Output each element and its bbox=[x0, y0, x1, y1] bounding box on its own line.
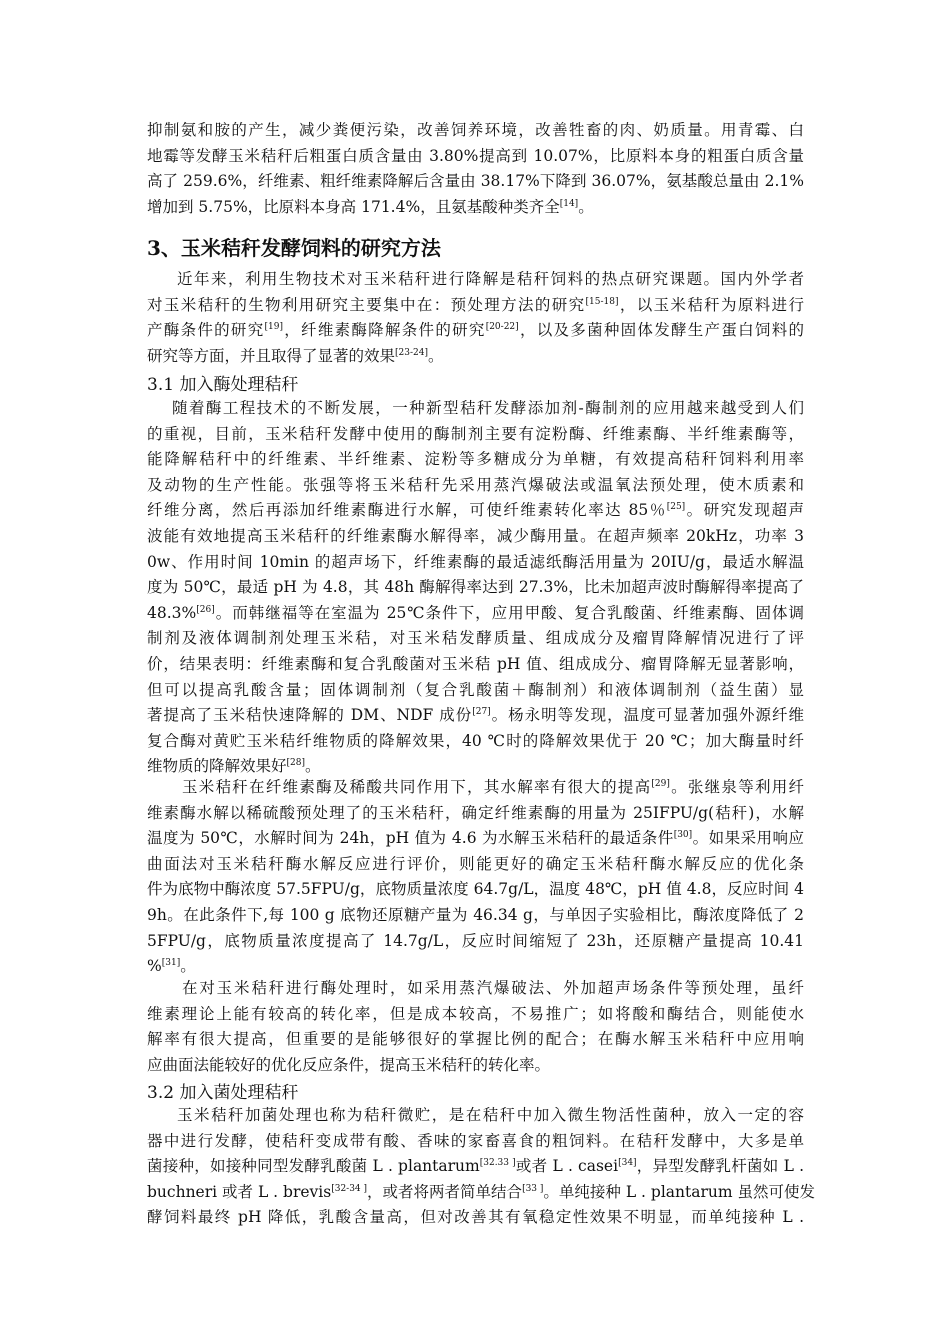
text-line: 高了 259.6%，纤维素、粗纤维素降解后含量由 38.17%下降到 36.07%，氨基酸总量由 2.1% bbox=[147, 172, 804, 191]
text-line: 维素理论上能有较高的转化率，但是成本较高，不易推广；如将酸和酶结合，则能使水 bbox=[147, 1004, 804, 1023]
text-line: 及动物的生产性能。张强等将玉米秸秆先采用蒸汽爆破法或温氧法预处理，使木质素和 bbox=[147, 475, 804, 494]
citation: [14] bbox=[559, 198, 579, 209]
text-line: 玉米秸秆加菌处理也称为秸秆微贮，是在秸秆中加入微生物活性菌种，放入一定的容 bbox=[177, 1106, 804, 1124]
text-line: 曲面法对玉米秸秆酶水解反应进行评价，则能更好的确定玉米秸秆酶水解反应的优化条 bbox=[147, 854, 804, 873]
text-line: 近年来，利用生物技术对玉米秸秆进行降解是秸秆饲料的热点研究课题。国内外学者 bbox=[177, 270, 804, 288]
text-line: 制剂及液体调制剂处理玉米秸，对玉米秸发酵质量、组成成分及瘤胃降解情况进行了评 bbox=[147, 629, 804, 648]
text-line: 研究等方面，并且取得了显著的效果[23-24]。 bbox=[147, 346, 444, 365]
section3-paragraph bbox=[147, 267, 804, 369]
subsection-heading: 3.2 加入菌处理秸秆 bbox=[147, 1083, 299, 1103]
text-line: 地霉等发酵玉米秸秆后粗蛋白质含量由 3.80%提高到 10.07%，比原料本身的粗蛋白质含量 bbox=[147, 146, 804, 165]
text-line: 波能有效地提高玉米秸秆的纤维素酶水解得率，减少酶用量。在超声频率 20kHz，功率 3 bbox=[147, 526, 804, 545]
subsection-heading: 3.1 加入酶处理秸秆 bbox=[147, 375, 299, 395]
citation: [30] bbox=[673, 830, 693, 841]
citation: [25] bbox=[666, 502, 686, 513]
text-line: 增加到 5.75%，比原料本身高 171.4%，且氨基酸种类齐全[14]。 bbox=[147, 197, 594, 216]
text-line: 维素酶水解以稀硫酸预处理了的玉米秸秆，确定纤维素酶的用量为 25IFPU/g(秸秆)，水解 bbox=[147, 803, 804, 822]
text-line: 维物质的降解效果好[28]。 bbox=[147, 757, 321, 776]
text-line: 价，结果表明：纤维素酶和复合乳酸菌对玉米秸 pH 值、组成成分、瘤胃降解无显著影响， bbox=[147, 654, 804, 673]
text-line: 件为底物中酶浓度 57.5FPU/g，底物质量浓度 64.7g/L，温度 48℃，pH 值 4.8，反应时间 4 bbox=[147, 880, 804, 899]
citation: [23-24] bbox=[395, 347, 428, 358]
text-line: 5FPU/g，底物质量浓度提高了 14.7g/L，反应时间缩短了 23h，还原糖产量提高 10.41 bbox=[147, 931, 804, 950]
citation: [31] bbox=[161, 958, 181, 969]
text-line: 器中进行发酵，使秸秆变成带有酸、香味的家畜喜食的粗饲料。在秸秆发酵中，大多是单 bbox=[147, 1131, 804, 1150]
text-line: 抑制氨和胺的产生，减少粪便污染，改善饲养环境，改善牲畜的肉、奶质量。用青霉、白 bbox=[147, 121, 804, 139]
text-line: 能降解秸秆中的纤维素、半纤维素、淀粉等多糖成分为单糖，有效提高秸秆饲料利用率 bbox=[147, 450, 804, 469]
text-line: 复合酶对黄贮玉米秸纤维物质的降解效果，40 ℃时的降解效果优于 20 ℃；加大酶量时纤 bbox=[147, 731, 804, 750]
section31-paragraph-3 bbox=[147, 976, 804, 1078]
text-line: 对玉米秸秆的生物利用研究主要集中在：预处理方法的研究[15-18]，以玉米秸秆为原料进行 bbox=[147, 295, 804, 314]
citation: [28] bbox=[286, 758, 305, 769]
text-line: 著提高了玉米秸快速降解的 DM、NDF 成份[27]。杨永明等发现，温度可显著加强外源纤维 bbox=[147, 706, 804, 725]
citation: [27] bbox=[472, 707, 491, 718]
text-line: 应曲面法能较好的优化反应条件，提高玉米秸秆的转化率。 bbox=[147, 1055, 551, 1074]
citation: [26] bbox=[196, 604, 215, 615]
text-line: 温度为 50℃，水解时间为 24h，pH 值为 4.6 为水解玉米秸秆的最适条件[30]。如果采用响应 bbox=[147, 829, 804, 848]
text-line: 玉米秸秆在纤维素酶及稀酸共同作用下，其水解率有很大的提高[29]。张继泉等利用纤 bbox=[182, 778, 804, 796]
text-line: 48.3%[26]。而韩继福等在室温为 25℃条件下，应用甲酸、复合乳酸菌、纤维素酶、固体调 bbox=[147, 603, 804, 622]
citation: [32-34 ] bbox=[331, 1183, 368, 1194]
section32-paragraph bbox=[147, 1103, 815, 1231]
text-line: 解率有很大提高，但重要的是能够很好的掌握比例的配合；在酶水解玉米秸秆中应用响 bbox=[147, 1030, 804, 1049]
text-line: buchneri 或者 L . brevis[32-34 ]，或者将两者简单结合[33 ]。单纯接种 L . plantarum 虽然可使发 bbox=[147, 1182, 815, 1201]
text-line: 在对玉米秸秆进行酶处理时，如采用蒸汽爆破法、外加超声场条件等预处理，虽纤 bbox=[182, 979, 804, 997]
text-line: %[31]。 bbox=[147, 957, 196, 976]
section31-paragraph-2 bbox=[147, 775, 804, 980]
text-line: 度为 50℃，最适 pH 为 4.8，其 48h 酶解得率达到 27.3%，比未加超声波时酶解得率提高了 bbox=[147, 578, 804, 597]
text-line: 纤维分离，然后再添加纤维素酶进行水解，可使纤维素转化率达 85％[25]。研究发现超声 bbox=[147, 501, 804, 520]
text-line: 产酶条件的研究[19]，纤维素酶降解条件的研究[20-22]，以及多菌种固体发酵生产蛋白饲料的 bbox=[147, 321, 804, 340]
intro-paragraph bbox=[147, 118, 804, 220]
text-line: 0w、作用时间 10min 的超声场下，纤维素酶的最适滤纸酶活用量为 20IU/g，最适水解温 bbox=[147, 552, 804, 571]
text-line: 随着酶工程技术的不断发展，一种新型秸秆发酵添加剂-酶制剂的应用越来越受到人们 bbox=[172, 399, 804, 417]
text-line: 酵饲料最终 pH 降低，乳酸含量高，但对改善其有氧稳定性效果不明显，而单纯接种 L . bbox=[147, 1208, 804, 1227]
citation: [20-22] bbox=[485, 322, 519, 333]
text-line: 的重视，目前，玉米秸秆发酵中使用的酶制剂主要有淀粉酶、纤维素酶、半纤维素酶等， bbox=[147, 424, 804, 443]
section-heading: 3、玉米秸秆发酵饲料的研究方法 bbox=[147, 236, 441, 260]
text-line: 但可以提高乳酸含量；固体调制剂（复合乳酸菌＋酶制剂）和液体调制剂（益生菌）显 bbox=[147, 680, 804, 699]
section31-paragraph-1 bbox=[147, 396, 804, 780]
citation: [32.33 ] bbox=[479, 1158, 516, 1169]
citation: [33 ] bbox=[522, 1183, 544, 1194]
citation: [15-18] bbox=[585, 296, 619, 307]
text-line: 菌接种，如接种同型发酵乳酸菌 L . plantarum[32.33 ]或者 L . casei[34]，异型发酵乳杆菌如 L . bbox=[147, 1157, 805, 1176]
text-line: 9h。在此条件下,每 100 g 底物还原糖产量为 46.34 g，与单因子实验相比，酶浓度降低了 2 bbox=[147, 905, 804, 924]
citation: [19] bbox=[264, 322, 283, 333]
citation: [34] bbox=[618, 1158, 637, 1169]
citation: [29] bbox=[651, 779, 670, 789]
